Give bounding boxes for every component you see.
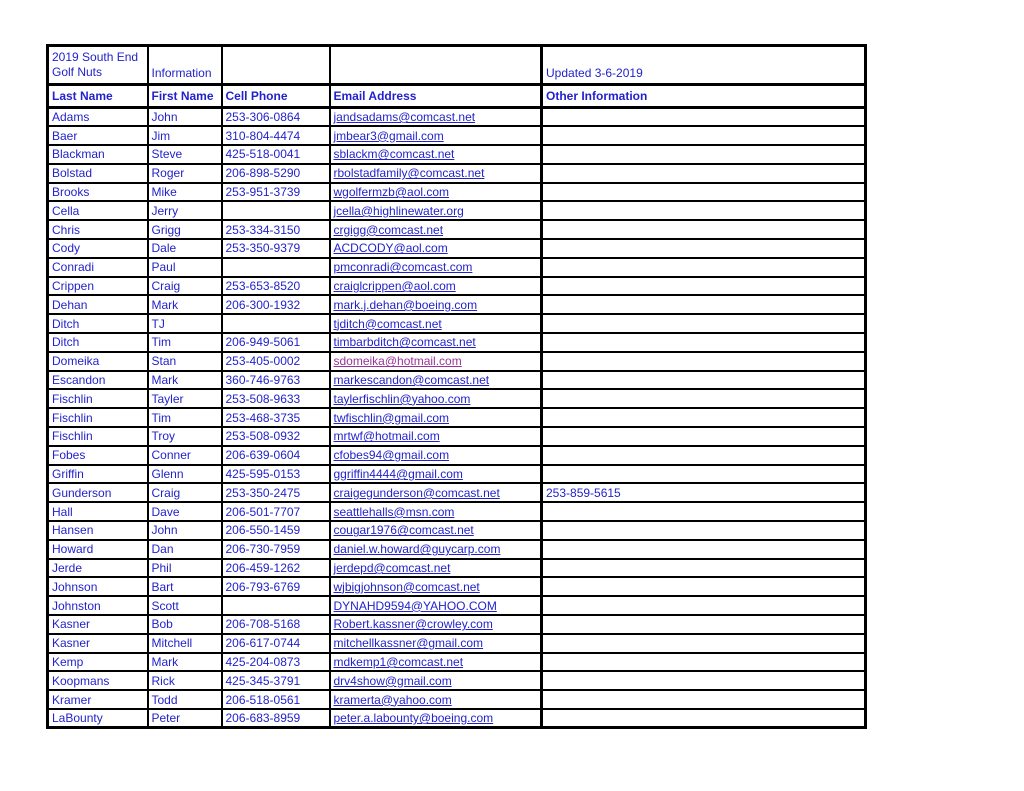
first-name-cell: Scott — [148, 596, 222, 615]
header-first-name: First Name — [148, 85, 222, 108]
first-name-cell: Grigg — [148, 220, 222, 239]
last-name-cell: Adams — [48, 108, 148, 127]
email-cell — [330, 577, 542, 596]
email-link[interactable]: tjditch@comcast.net — [333, 316, 442, 331]
cell-phone-cell: 425-518-0041 — [222, 145, 330, 164]
table-row — [48, 671, 866, 690]
other-info-cell: 253-859-5615 — [542, 483, 866, 502]
email-link[interactable]: ggriffin4444@gmail.com — [333, 467, 463, 482]
header-last-name: Last Name — [48, 85, 148, 108]
other-info-cell — [542, 615, 866, 634]
first-name-cell: Steve — [148, 145, 222, 164]
email-cell — [330, 183, 542, 202]
table-row — [48, 183, 866, 202]
table-row — [48, 446, 866, 465]
email-cell — [330, 201, 542, 220]
last-name-cell: Escandon — [48, 371, 148, 390]
first-name-cell: Craig — [148, 277, 222, 296]
table-row — [48, 333, 866, 352]
cell-phone-cell: 206-949-5061 — [222, 333, 330, 352]
cell-phone-cell: 206-617-0744 — [222, 634, 330, 653]
first-name-cell: Roger — [148, 164, 222, 183]
cell-phone-cell: 206-639-0604 — [222, 446, 330, 465]
cell-phone-cell: 360-746-9763 — [222, 371, 330, 390]
other-info-cell — [542, 653, 866, 672]
table-row — [48, 277, 866, 296]
first-name-cell: Mark — [148, 371, 222, 390]
header-cell-phone: Cell Phone — [222, 85, 330, 108]
title-row — [48, 46, 866, 85]
table-row — [48, 634, 866, 653]
table-row — [48, 201, 866, 220]
email-link[interactable]: mark.j.dehan@boeing.com — [333, 297, 478, 312]
first-name-cell: Dave — [148, 502, 222, 521]
cell-phone-cell: 425-345-3791 — [222, 671, 330, 690]
email-cell — [330, 295, 542, 314]
first-name-cell: Craig — [148, 483, 222, 502]
other-info-cell — [542, 108, 866, 127]
other-info-cell — [542, 183, 866, 202]
other-info-cell — [542, 389, 866, 408]
first-name-cell: John — [148, 521, 222, 540]
first-name-cell: Mitchell — [148, 634, 222, 653]
email-cell — [330, 145, 542, 164]
email-cell — [330, 671, 542, 690]
table-row — [48, 709, 866, 728]
other-info-cell — [542, 258, 866, 277]
last-name-cell: Crippen — [48, 277, 148, 296]
email-link[interactable]: pmconradi@comcast.com — [333, 260, 473, 275]
email-link[interactable]: drv4show@gmail.com — [333, 673, 452, 688]
table-row — [48, 408, 866, 427]
email-cell — [330, 220, 542, 239]
email-link[interactable]: peter.a.labounty@boeing.com — [333, 711, 494, 726]
email-link[interactable]: sdomeika@hotmail.com — [333, 354, 462, 369]
cell-phone-cell: 253-653-8520 — [222, 277, 330, 296]
first-name-cell: Jerry — [148, 201, 222, 220]
last-name-cell: Koopmans — [48, 671, 148, 690]
last-name-cell: Gunderson — [48, 483, 148, 502]
other-info-cell — [542, 201, 866, 220]
email-link[interactable]: jmbear3@gmail.com — [333, 128, 444, 143]
cell-phone-cell: 310-804-4474 — [222, 126, 330, 145]
other-info-cell — [542, 333, 866, 352]
email-link[interactable]: markescandon@comcast.net — [333, 373, 490, 388]
last-name-cell: Jerde — [48, 559, 148, 578]
other-info-cell — [542, 559, 866, 578]
table-row — [48, 126, 866, 145]
table-row — [48, 220, 866, 239]
other-info-cell — [542, 314, 866, 333]
email-cell — [330, 108, 542, 127]
first-name-cell: Rick — [148, 671, 222, 690]
first-name-cell: Peter — [148, 709, 222, 728]
email-link[interactable]: jerdepd@comcast.net — [333, 561, 451, 576]
first-name-cell: Paul — [148, 258, 222, 277]
last-name-cell: Blackman — [48, 145, 148, 164]
email-cell — [330, 559, 542, 578]
email-cell — [330, 126, 542, 145]
last-name-cell: Brooks — [48, 183, 148, 202]
email-link[interactable]: taylerfischlin@yahoo.com — [333, 391, 471, 406]
title-blank-cell — [222, 46, 330, 85]
last-name-cell: Kemp — [48, 653, 148, 672]
other-info-cell — [542, 220, 866, 239]
last-name-cell: Howard — [48, 540, 148, 559]
cell-phone-cell: 206-793-6769 — [222, 577, 330, 596]
cell-phone-cell: 253-405-0002 — [222, 352, 330, 371]
email-link[interactable]: DYNAHD9594@YAHOO.COM — [333, 598, 497, 613]
email-cell — [330, 615, 542, 634]
email-link[interactable]: jcella@highlinewater.org — [333, 203, 464, 218]
email-link[interactable]: wgolfermzb@aol.com — [333, 185, 450, 200]
table-row — [48, 577, 866, 596]
cell-phone-cell: 253-350-2475 — [222, 483, 330, 502]
cell-phone-cell: 206-501-7707 — [222, 502, 330, 521]
table-row — [48, 540, 866, 559]
table-row — [48, 239, 866, 258]
email-cell — [330, 427, 542, 446]
first-name-cell: Stan — [148, 352, 222, 371]
cell-phone-cell: 253-350-9379 — [222, 239, 330, 258]
cell-phone-cell: 425-204-0873 — [222, 653, 330, 672]
other-info-cell — [542, 126, 866, 145]
first-name-cell: Dale — [148, 239, 222, 258]
header-email: Email Address — [330, 85, 542, 108]
other-info-cell — [542, 502, 866, 521]
last-name-cell: Fischlin — [48, 389, 148, 408]
other-info-cell — [542, 671, 866, 690]
last-name-cell: Ditch — [48, 333, 148, 352]
first-name-cell: Glenn — [148, 465, 222, 484]
email-link[interactable]: craiglcrippen@aol.com — [333, 279, 456, 294]
cell-phone-cell: 206-898-5290 — [222, 164, 330, 183]
table-row — [48, 559, 866, 578]
email-cell — [330, 371, 542, 390]
other-info-cell — [542, 427, 866, 446]
table-row — [48, 108, 866, 127]
last-name-cell: Cella — [48, 201, 148, 220]
cell-phone-cell: 253-306-0864 — [222, 108, 330, 127]
table-row — [48, 164, 866, 183]
cell-phone-cell — [222, 314, 330, 333]
email-cell — [330, 596, 542, 615]
email-link[interactable]: craigegunderson@comcast.net — [333, 485, 500, 500]
last-name-cell: Hansen — [48, 521, 148, 540]
cell-phone-cell: 206-550-1459 — [222, 521, 330, 540]
table-row — [48, 483, 866, 502]
first-name-cell: Mark — [148, 653, 222, 672]
cell-phone-cell — [222, 258, 330, 277]
cell-phone-cell: 206-518-0561 — [222, 690, 330, 709]
cell-phone-cell: 253-508-0932 — [222, 427, 330, 446]
email-cell — [330, 314, 542, 333]
table-row — [48, 427, 866, 446]
email-link[interactable]: crgigg@comcast.net — [333, 222, 444, 237]
email-link[interactable]: mdkemp1@comcast.net — [333, 655, 464, 669]
information-label: Information — [148, 46, 222, 85]
first-name-cell: Jim — [148, 126, 222, 145]
email-link[interactable]: wjbigjohnson@comcast.net — [333, 579, 480, 594]
table-row — [48, 653, 866, 672]
email-link[interactable]: twfischlin@gmail.com — [333, 410, 450, 425]
cell-phone-cell: 206-300-1932 — [222, 295, 330, 314]
cell-phone-cell — [222, 201, 330, 220]
cell-phone-cell: 253-334-3150 — [222, 220, 330, 239]
email-link[interactable]: mrtwf@hotmail.com — [333, 429, 440, 444]
first-name-cell: John — [148, 108, 222, 127]
email-cell — [330, 709, 542, 728]
table-row — [48, 314, 866, 333]
email-cell — [330, 634, 542, 653]
email-link[interactable]: timbarbditch@comcast.net — [333, 335, 476, 350]
other-info-cell — [542, 634, 866, 653]
email-cell — [330, 502, 542, 521]
updated-date: Updated 3-6-2019 — [542, 46, 866, 85]
title-blank-cell — [330, 46, 542, 85]
spreadsheet-page — [46, 44, 864, 729]
last-name-cell: Cody — [48, 239, 148, 258]
first-name-cell: Bart — [148, 577, 222, 596]
email-link[interactable]: daniel.w.howard@guycarp.com — [333, 542, 501, 557]
table-row — [48, 690, 866, 709]
table-row — [48, 258, 866, 277]
other-info-cell — [542, 371, 866, 390]
other-info-cell — [542, 446, 866, 465]
cell-phone-cell — [222, 596, 330, 615]
other-info-cell — [542, 709, 866, 728]
cell-phone-cell: 206-730-7959 — [222, 540, 330, 559]
email-cell — [330, 333, 542, 352]
first-name-cell: Tim — [148, 408, 222, 427]
last-name-cell: Conradi — [48, 258, 148, 277]
email-cell — [330, 258, 542, 277]
other-info-cell — [542, 145, 866, 164]
cell-phone-cell: 253-951-3739 — [222, 183, 330, 202]
cell-phone-cell: 206-459-1262 — [222, 559, 330, 578]
last-name-cell: Griffin — [48, 465, 148, 484]
first-name-cell: Conner — [148, 446, 222, 465]
contact-table-body — [48, 108, 866, 728]
workbook-title: 2019 South End Golf Nuts — [48, 46, 148, 85]
other-info-cell — [542, 277, 866, 296]
last-name-cell: Fischlin — [48, 427, 148, 446]
last-name-cell: Chris — [48, 220, 148, 239]
last-name-cell: Ditch — [48, 314, 148, 333]
email-cell — [330, 653, 542, 672]
email-cell — [330, 446, 542, 465]
table-row — [48, 502, 866, 521]
last-name-cell: Domeika — [48, 352, 148, 371]
email-cell — [330, 483, 542, 502]
first-name-cell: Mark — [148, 295, 222, 314]
email-link[interactable]: Robert.kassner@crowley.com — [333, 617, 493, 632]
email-cell — [330, 239, 542, 258]
other-info-cell — [542, 596, 866, 615]
email-cell — [330, 389, 542, 408]
contact-table — [46, 44, 867, 729]
last-name-cell: Hall — [48, 502, 148, 521]
cell-phone-cell: 253-508-9633 — [222, 389, 330, 408]
last-name-cell: Fischlin — [48, 408, 148, 427]
other-info-cell — [542, 690, 866, 709]
email-cell — [330, 164, 542, 183]
first-name-cell: TJ — [148, 314, 222, 333]
cell-phone-cell: 425-595-0153 — [222, 465, 330, 484]
table-row — [48, 352, 866, 371]
email-link[interactable]: seattlehalls@msn.com — [333, 504, 455, 519]
other-info-cell — [542, 540, 866, 559]
last-name-cell: Johnston — [48, 596, 148, 615]
email-cell — [330, 277, 542, 296]
last-name-cell: Kramer — [48, 690, 148, 709]
first-name-cell: Dan — [148, 540, 222, 559]
other-info-cell — [542, 295, 866, 314]
cell-phone-cell: 253-468-3735 — [222, 408, 330, 427]
last-name-cell: Bolstad — [48, 164, 148, 183]
email-cell — [330, 352, 542, 371]
first-name-cell: Bob — [148, 615, 222, 634]
last-name-cell: Fobes — [48, 446, 148, 465]
email-cell — [330, 521, 542, 540]
last-name-cell: LaBounty — [48, 709, 148, 728]
last-name-cell: Kasner — [48, 634, 148, 653]
email-link[interactable]: ACDCODY@aol.com — [333, 241, 448, 256]
first-name-cell: Troy — [148, 427, 222, 446]
email-link[interactable]: cfobes94@gmail.com — [333, 448, 450, 463]
first-name-cell: Tayler — [148, 389, 222, 408]
cell-phone-cell: 206-683-8959 — [222, 709, 330, 728]
table-row — [48, 465, 866, 484]
email-link[interactable]: cougar1976@comcast.net — [333, 523, 474, 538]
table-row — [48, 389, 866, 408]
table-row — [48, 371, 866, 390]
table-row — [48, 615, 866, 634]
email-cell — [330, 690, 542, 709]
email-link[interactable]: jandsadams@comcast.net — [333, 110, 476, 125]
first-name-cell: Mike — [148, 183, 222, 202]
first-name-cell: Phil — [148, 559, 222, 578]
table-row — [48, 295, 866, 314]
header-other-info: Other Information — [542, 85, 866, 108]
other-info-cell — [542, 465, 866, 484]
email-link[interactable]: mitchellkassner@gmail.com — [333, 636, 484, 651]
last-name-cell: Johnson — [48, 577, 148, 596]
other-info-cell — [542, 521, 866, 540]
other-info-cell — [542, 577, 866, 596]
other-info-cell — [542, 239, 866, 258]
email-link[interactable]: rbolstadfamily@comcast.net — [333, 166, 485, 181]
email-link[interactable]: kramerta@yahoo.com — [333, 692, 452, 707]
first-name-cell: Tim — [148, 333, 222, 352]
email-cell — [330, 465, 542, 484]
last-name-cell: Dehan — [48, 295, 148, 314]
other-info-cell — [542, 164, 866, 183]
email-link[interactable]: sblackm@comcast.net — [333, 147, 455, 162]
table-row — [48, 521, 866, 540]
last-name-cell: Kasner — [48, 615, 148, 634]
email-cell — [330, 540, 542, 559]
column-header-row — [48, 85, 866, 108]
other-info-cell — [542, 352, 866, 371]
email-cell — [330, 408, 542, 427]
table-row — [48, 145, 866, 164]
other-info-cell — [542, 408, 866, 427]
table-row — [48, 596, 866, 615]
cell-phone-cell: 206-708-5168 — [222, 615, 330, 634]
last-name-cell: Baer — [48, 126, 148, 145]
first-name-cell: Todd — [148, 690, 222, 709]
